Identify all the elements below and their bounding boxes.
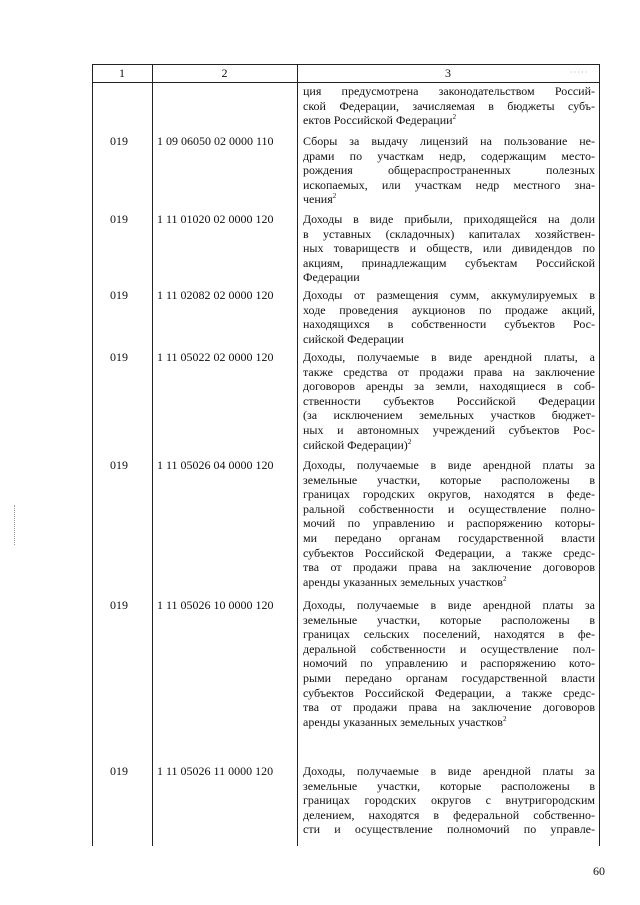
table-border-left xyxy=(92,64,93,846)
row-4-line: также средства от продажи права на заключение xyxy=(303,364,595,379)
row-6-line-last xyxy=(303,715,595,730)
row-6-line: субъектов Российской Федерации, а также средс- xyxy=(303,685,595,700)
row-5-line: тва от продажи права на заключение договоров xyxy=(303,560,595,575)
row-7-line: границах городских округов с внутригородским xyxy=(303,793,595,808)
row-5-budget-code: 1 11 05026 04 0000 120 xyxy=(157,458,274,472)
row-4-admin-code: 019 xyxy=(110,350,128,364)
row-6-line: деральной собственности и осуществление пол- xyxy=(303,641,595,656)
row-6-admin-code: 019 xyxy=(110,598,128,612)
row-7-line: сти и осуществление полномочий по управле- xyxy=(303,822,595,837)
row-6-line: рыми передано органам государственной власти xyxy=(303,670,595,685)
row-2-line: акциям, принадлежащим субъектам Российской xyxy=(303,255,595,270)
row-5-line: субъектов Российской Федерации, а также средс- xyxy=(303,545,595,560)
row-6-line: тва от продажи права на заключение договоров xyxy=(303,700,595,715)
table-divider-col1 xyxy=(152,64,153,846)
row-5-line: Доходы, получаемые в виде арендной платы за xyxy=(303,458,595,472)
row-2-budget-code: 1 11 01020 02 0000 120 xyxy=(157,212,274,226)
row-1-line: Сборы за выдачу лицензий на пользование не- xyxy=(303,134,595,148)
row-3-budget-code: 1 11 02082 02 0000 120 xyxy=(157,288,274,302)
header-col1: 1 xyxy=(119,66,125,80)
row-1-line: драми по участкам недр, содержащим место- xyxy=(303,148,595,163)
row-0-line-text: ектов Российской Федерации xyxy=(303,113,453,128)
margin-scan-mark xyxy=(14,505,15,545)
row-7-description xyxy=(303,764,595,837)
row-7-line: Доходы, получаемые в виде арендной платы за xyxy=(303,764,595,778)
row-4-line: договоров аренды за земли, находящиеся в соб- xyxy=(303,379,595,394)
table-header-divider xyxy=(92,82,600,83)
row-4-line: ственности субъектов Российской Федерации xyxy=(303,393,595,408)
row-0-line: ция предусмотрена законодательством Россий- xyxy=(303,84,595,98)
row-7-line: делением, находятся в федеральной собственно- xyxy=(303,807,595,822)
header-scan-dots: ····· xyxy=(570,68,589,77)
row-5-line: земельные участки, которые расположены в xyxy=(303,472,595,487)
row-6-budget-code: 1 11 05026 10 0000 120 xyxy=(157,598,274,612)
row-5-line: ральной собственности и осуществление полно- xyxy=(303,501,595,516)
footnote-ref: 2 xyxy=(502,714,507,723)
row-1-line-text: чения xyxy=(303,192,333,207)
row-3-line: сийской Федерации xyxy=(303,331,404,346)
footnote-ref: 2 xyxy=(502,574,507,583)
row-5-description xyxy=(303,458,595,589)
row-5-admin-code: 019 xyxy=(110,458,128,472)
row-5-line: границах городских округов, находятся в феде- xyxy=(303,487,595,502)
row-0-line: ской Федерации, зачисляемая в бюджеты субъ- xyxy=(303,98,595,113)
row-6-line: Доходы, получаемые в виде арендной платы за xyxy=(303,598,595,612)
row-4-budget-code: 1 11 05022 02 0000 120 xyxy=(157,350,274,364)
row-3-line: ходе проведения аукционов по продаже акций, xyxy=(303,302,595,317)
row-6-description xyxy=(303,598,595,729)
row-3-line: Доходы от размещения сумм, аккумулируемых в xyxy=(303,288,595,302)
row-2-admin-code: 019 xyxy=(110,212,128,226)
row-3-admin-code: 019 xyxy=(110,288,128,302)
row-4-line-text: сийской Федерации) xyxy=(303,437,408,452)
footnote-ref: 2 xyxy=(407,437,412,446)
row-6-line-text: аренды указанных земельных участков xyxy=(303,714,503,729)
row-5-line: мочий по управлению и распоряжению которы- xyxy=(303,516,595,531)
row-5-line-text: аренды указанных земельных участков xyxy=(303,574,503,589)
row-4-description xyxy=(303,350,595,452)
row-1-admin-code: 019 xyxy=(110,134,128,148)
row-1-description xyxy=(303,134,595,207)
row-7-admin-code: 019 xyxy=(110,764,128,778)
footnote-ref: 2 xyxy=(332,192,337,201)
row-2-line: Федерации xyxy=(303,270,360,285)
table-divider-col2 xyxy=(297,64,298,846)
row-7-line: земельные участки, которые расположены в xyxy=(303,778,595,793)
revenue-codes-table xyxy=(92,64,600,846)
row-4-line: (за исключением земельных участков бюджет- xyxy=(303,408,595,423)
row-5-line: ми передано органам государственной власти xyxy=(303,530,595,545)
row-3-line: находящихся в собственности субъектов Рос- xyxy=(303,317,595,332)
row-6-line: границах сельских поселений, находятся в фе- xyxy=(303,627,595,642)
table-border-right xyxy=(599,64,600,846)
header-col3: 3 xyxy=(445,66,451,80)
row-2-line: Доходы в виде прибыли, приходящейся на доли xyxy=(303,212,595,226)
footnote-ref: 2 xyxy=(452,113,457,122)
row-4-line: ных и автономных учреждений субъектов Рос- xyxy=(303,422,595,437)
row-1-line: рождения общераспространенных полезных xyxy=(303,163,595,178)
header-col2: 2 xyxy=(221,66,228,80)
page-number: 60 xyxy=(593,864,605,878)
row-6-line: номочий по управлению и распоряжению кото- xyxy=(303,656,595,671)
row-4-line: Доходы, получаемые в виде арендной платы, а xyxy=(303,350,595,364)
row-5-line-last xyxy=(303,575,595,590)
row-2-line: в уставных (складочных) капиталах хозяйствен- xyxy=(303,226,595,241)
row-4-line-last xyxy=(303,438,595,453)
row-2-description xyxy=(303,212,595,285)
row-1-budget-code: 1 09 06050 02 0000 110 xyxy=(157,134,274,148)
row-1-line: ископаемых, или участкам недр местного зна- xyxy=(303,177,595,192)
row-7-budget-code: 1 11 05026 11 0000 120 xyxy=(157,764,274,778)
row-1-line-last xyxy=(303,192,595,207)
row-6-line: земельные участки, которые расположены в xyxy=(303,612,595,627)
row-0-description xyxy=(303,84,595,128)
row-3-description xyxy=(303,288,595,346)
row-2-line: ных товариществ и обществ, или дивидендов по xyxy=(303,241,595,256)
row-0-line-last xyxy=(303,113,595,128)
